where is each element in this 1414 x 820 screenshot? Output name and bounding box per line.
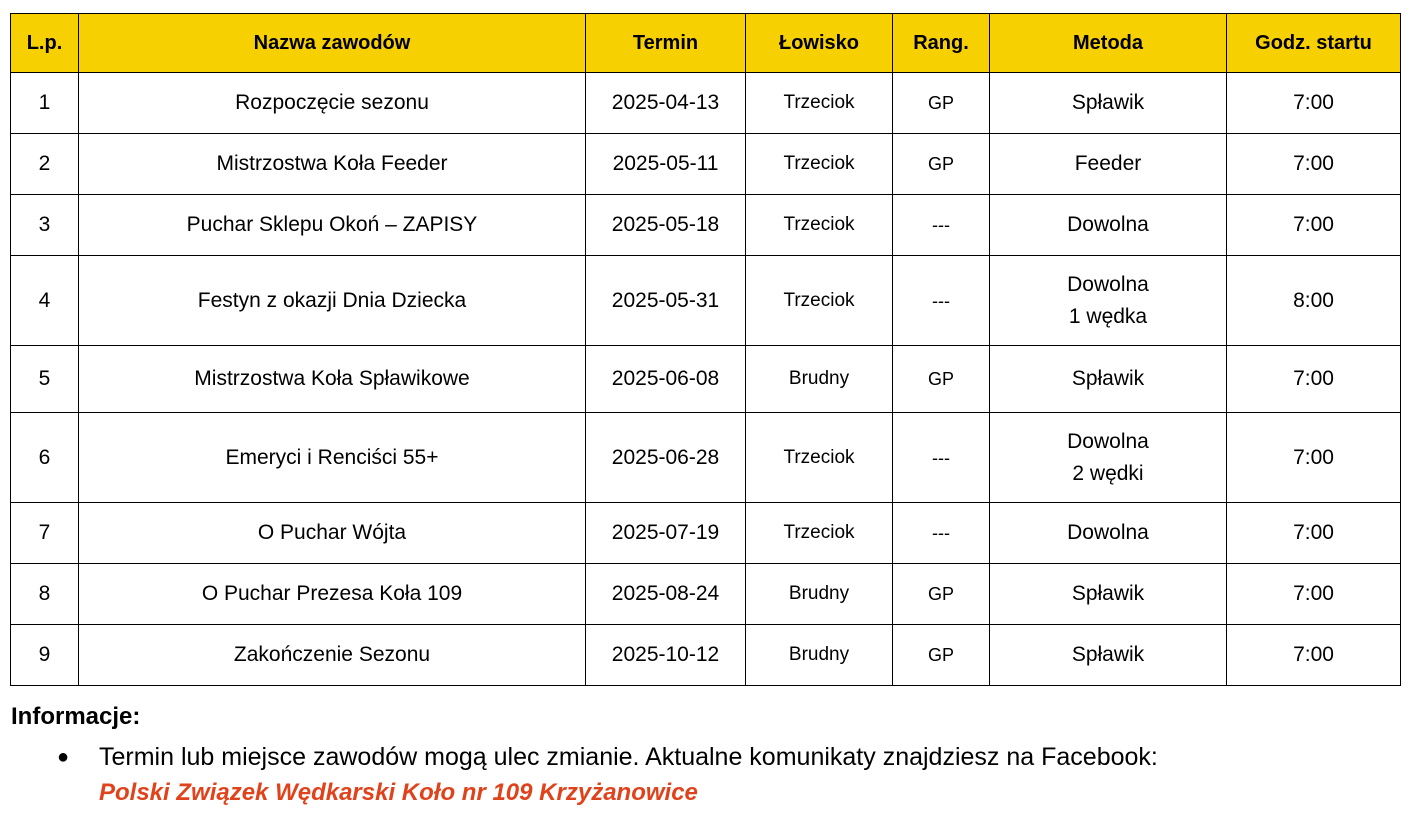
cell-name: Emeryci i Renciści 55+ bbox=[79, 413, 586, 503]
table-row bbox=[11, 346, 1401, 413]
cell-method bbox=[990, 256, 1227, 346]
cell-place: Trzeciok bbox=[746, 134, 893, 195]
cell-date: 2025-05-18 bbox=[586, 195, 746, 256]
header-start: Godz. startu bbox=[1227, 14, 1401, 73]
cell-rank: GP bbox=[893, 625, 990, 686]
cell-method bbox=[990, 625, 1227, 686]
bullet-icon: ● bbox=[57, 746, 70, 768]
cell-start: 7:00 bbox=[1227, 73, 1401, 134]
table-row bbox=[11, 503, 1401, 564]
method-line: 1 wędka bbox=[1068, 304, 1148, 328]
table-row bbox=[11, 256, 1401, 346]
cell-date: 2025-06-08 bbox=[586, 346, 746, 413]
cell-lp: 7 bbox=[11, 503, 79, 564]
info-title: Informacje: bbox=[11, 703, 141, 730]
cell-start: 7:00 bbox=[1227, 346, 1401, 413]
cell-name: O Puchar Wójta bbox=[79, 503, 586, 564]
table-row bbox=[11, 73, 1401, 134]
cell-place: Trzeciok bbox=[746, 413, 893, 503]
cell-date: 2025-05-11 bbox=[586, 134, 746, 195]
method-line: Spławik bbox=[1071, 582, 1145, 605]
cell-place: Brudny bbox=[746, 625, 893, 686]
header-lp: L.p. bbox=[11, 14, 79, 73]
cell-place: Brudny bbox=[746, 346, 893, 413]
cell-start: 8:00 bbox=[1227, 256, 1401, 346]
cell-lp: 2 bbox=[11, 134, 79, 195]
cell-method bbox=[990, 346, 1227, 413]
table-row bbox=[11, 134, 1401, 195]
cell-method bbox=[990, 195, 1227, 256]
cell-name: Mistrzostwa Koła Feeder bbox=[79, 134, 586, 195]
table-row bbox=[11, 564, 1401, 625]
header-rank: Rang. bbox=[893, 14, 990, 73]
cell-rank: --- bbox=[893, 256, 990, 346]
cell-name: Zakończenie Sezonu bbox=[79, 625, 586, 686]
method-line: Spławik bbox=[1071, 91, 1145, 114]
cell-date: 2025-04-13 bbox=[586, 73, 746, 134]
cell-date: 2025-05-31 bbox=[586, 256, 746, 346]
cell-method bbox=[990, 503, 1227, 564]
info-text: Termin lub miejsce zawodów mogą ulec zmianie. Aktualne komunikaty znajdziesz na Facebook: bbox=[99, 743, 1158, 771]
info-section bbox=[11, 701, 1401, 810]
table-row bbox=[11, 195, 1401, 256]
method-line: Dowolna bbox=[1067, 213, 1149, 236]
cell-start: 7:00 bbox=[1227, 134, 1401, 195]
cell-place: Trzeciok bbox=[746, 503, 893, 564]
cell-name: O Puchar Prezesa Koła 109 bbox=[79, 564, 586, 625]
cell-start: 7:00 bbox=[1227, 625, 1401, 686]
cell-lp: 5 bbox=[11, 346, 79, 413]
cell-rank: GP bbox=[893, 134, 990, 195]
cell-place: Brudny bbox=[746, 564, 893, 625]
cell-method bbox=[990, 564, 1227, 625]
cell-method bbox=[990, 413, 1227, 503]
cell-method bbox=[990, 73, 1227, 134]
header-method: Metoda bbox=[990, 14, 1227, 73]
competition-schedule-table bbox=[10, 13, 1401, 686]
table-row bbox=[11, 413, 1401, 503]
cell-lp: 1 bbox=[11, 73, 79, 134]
cell-rank: --- bbox=[893, 503, 990, 564]
cell-name: Rozpoczęcie sezonu bbox=[79, 73, 586, 134]
method-line: Dowolna bbox=[1067, 521, 1149, 544]
cell-rank: GP bbox=[893, 73, 990, 134]
table-row bbox=[11, 625, 1401, 686]
method-line: Spławik bbox=[1071, 643, 1145, 666]
cell-lp: 4 bbox=[11, 256, 79, 346]
table-header-row bbox=[11, 14, 1401, 73]
method-line: 2 wędki bbox=[1072, 461, 1144, 485]
cell-lp: 6 bbox=[11, 413, 79, 503]
cell-lp: 8 bbox=[11, 564, 79, 625]
method-line: Spławik bbox=[1071, 367, 1145, 390]
method-line: Dowolna bbox=[1067, 272, 1149, 296]
cell-place: Trzeciok bbox=[746, 73, 893, 134]
facebook-link[interactable]: Polski Związek Wędkarski Koło nr 109 Krzyżanowice bbox=[99, 779, 698, 806]
cell-date: 2025-10-12 bbox=[586, 625, 746, 686]
cell-rank: GP bbox=[893, 564, 990, 625]
cell-date: 2025-08-24 bbox=[586, 564, 746, 625]
cell-start: 7:00 bbox=[1227, 195, 1401, 256]
cell-place: Trzeciok bbox=[746, 256, 893, 346]
cell-lp: 3 bbox=[11, 195, 79, 256]
cell-start: 7:00 bbox=[1227, 564, 1401, 625]
cell-start: 7:00 bbox=[1227, 503, 1401, 564]
cell-rank: --- bbox=[893, 413, 990, 503]
cell-place: Trzeciok bbox=[746, 195, 893, 256]
header-place: Łowisko bbox=[746, 14, 893, 73]
cell-start: 7:00 bbox=[1227, 413, 1401, 503]
header-date: Termin bbox=[586, 14, 746, 73]
cell-lp: 9 bbox=[11, 625, 79, 686]
cell-name: Mistrzostwa Koła Spławikowe bbox=[79, 346, 586, 413]
cell-name: Puchar Sklepu Okoń – ZAPISY bbox=[79, 195, 586, 256]
header-name: Nazwa zawodów bbox=[79, 14, 586, 73]
cell-date: 2025-06-28 bbox=[586, 413, 746, 503]
cell-method bbox=[990, 134, 1227, 195]
cell-rank: --- bbox=[893, 195, 990, 256]
cell-date: 2025-07-19 bbox=[586, 503, 746, 564]
cell-name: Festyn z okazji Dnia Dziecka bbox=[79, 256, 586, 346]
method-line: Feeder bbox=[1074, 152, 1142, 175]
info-list-item bbox=[11, 739, 1401, 810]
method-line: Dowolna bbox=[1067, 429, 1149, 453]
cell-rank: GP bbox=[893, 346, 990, 413]
